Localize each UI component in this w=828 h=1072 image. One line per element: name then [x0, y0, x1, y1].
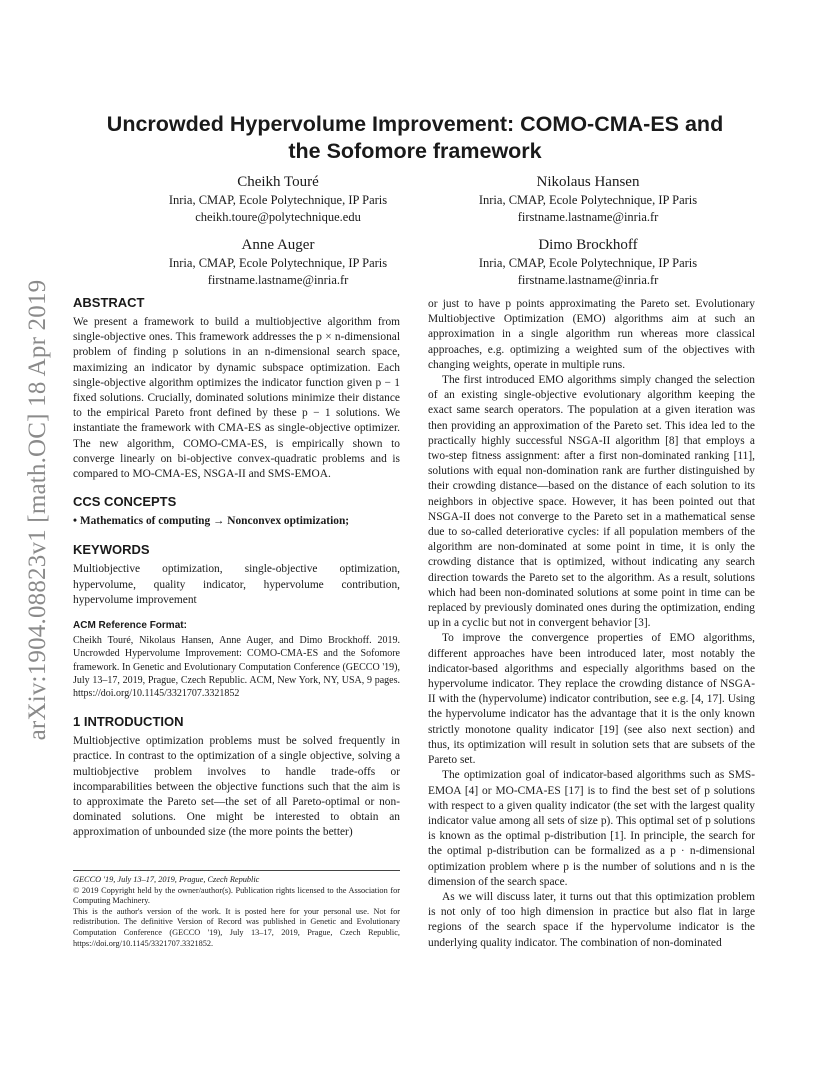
left-column — [73, 294, 400, 841]
footnote-conference: GECCO '19, July 13–17, 2019, Prague, Czech Republic — [73, 875, 260, 884]
body-paragraph: As we will discuss later, it turns out that this optimization problem is not only of too high dimension in practice but also flat in large regions of the search space if the hypervolume indicator is the underlying quality indicator. The combination of non-dominated — [428, 890, 755, 949]
author-block — [418, 235, 758, 288]
title-line-1: Uncrowded Hypervolume Improvement: COMO-CMA-ES and — [106, 112, 724, 136]
author-email: firstname.lastname@inria.fr — [517, 272, 659, 287]
author-name: Nikolaus Hansen — [536, 174, 640, 190]
body-paragraph: The optimization goal of indicator-based algorithms such as SMS-EMOA [4] or MO-CMA-ES [17] is to find the best set of p solutions with respect to a given quality indicator (the set with the largest quality indicator value among all sets of size p). This optimal set of p solutions is known as the optimal p-distribution [1]. In principle, the search for the optimal p-distribution can be formalized as a p · n-dimensional optimization problem where p is the number of solutions and n is the dimension of the search space. — [428, 769, 755, 888]
body-paragraph: To improve the convergence properties of EMO algorithms, different approaches have been introduced later, most notably the indicator-based algorithms and especially algorithms based on the hypervolume indicator. They replace the crowding distance of NSGA-II with the (hypervolume) indicator contribution, see e.g. [4, 17]. Using the hypervolume indicator has the advantage that it is the only known strictly monotone quality indicator [19] (see also next section) and thus, its optimization will result in solution sets that are subsets of the Pareto set. — [428, 632, 755, 767]
reference-heading: ACM Reference Format: — [73, 620, 187, 632]
footnote-copyright: © 2019 Copyright held by the owner/author(s). Publication rights licensed to the Association for Computing Machinery. — [73, 885, 400, 906]
author-affiliation: Inria, CMAP, Ecole Polytechnique, IP Paris — [168, 193, 388, 207]
author-block — [418, 172, 758, 225]
abstract-heading: ABSTRACT — [73, 295, 145, 310]
ccs-text: • Mathematics of computing → Nonconvex optimization; — [73, 515, 350, 528]
keywords-heading: KEYWORDS — [73, 542, 150, 558]
footnote-version: This is the author's version of the work. It is posted here for your personal use. Not for redistribution. The definitive Version of Record was published in Genetic and Evolutionary Computation Conference (GECCO '19), July 13–17, 2019, Prague, Czech Republic, https://doi.org/10.1145/3321707.3321852. — [73, 906, 400, 948]
author-email: cheikh.toure@polytechnique.edu — [195, 209, 361, 224]
author-email: firstname.lastname@inria.fr — [207, 272, 349, 287]
keywords-text: Multiobjective optimization, single-objective optimization, hypervolume, quality indicator, hypervolume contribution, hypervolume improvement — [73, 563, 400, 606]
author-name: Dimo Brockhoff — [538, 237, 638, 253]
body-paragraph: The first introduced EMO algorithms simply changed the selection of an existing single-objective evolutionary algorithm keeping the exact same search operators. The population at a given iteration was then providing an approximation of the Pareto set. This idea led to the practically highly successful NSGA-II algorithm [8] that employs a two-step fitness assignment: after a first non-dominated ranking [11], solutions with equal non-domination rank are further distinguished by their crowding distance—based on the distance of each solution to its neighbors in objective space. However, it has been pointed out that NSGA-II does not converge to the Pareto set in a mathematical sense due to so-called deteriorative cycles: if all population members of the algorithm are non-dominated at some point in time, it is only the crowding distance that is optimized, without indicating any search direction towards the Pareto set to the algorithm. As a result, solutions which had been non-dominated solutions at some point in time can be replaced by previously dominated ones during the optimization, ending up in a cyclic but not in convergent behavior [3]. — [428, 374, 755, 630]
right-column — [428, 297, 755, 951]
body-paragraph: or just to have p points approximating the Pareto set. Evolutionary Multiobjective Optimization (EMO) algorithms aim at such an approximation in a single algorithm run whereas more classical approaches, e.g. optimizing a weighted sum of the objectives with changing weights, operate in multiple runs. — [428, 298, 755, 371]
author-block — [108, 172, 448, 225]
author-email: firstname.lastname@inria.fr — [517, 209, 659, 224]
title-line-2: the Sofomore framework — [288, 139, 542, 163]
author-name: Cheikh Touré — [237, 174, 319, 190]
arxiv-identifier: arXiv:1904.08823v1 [math.OC] 18 Apr 2019 — [24, 279, 51, 741]
intro-heading: 1 INTRODUCTION — [73, 714, 184, 730]
reference-text: Cheikh Touré, Nikolaus Hansen, Anne Auger, and Dimo Brockhoff. 2019. Uncrowded Hypervolume Improvement: COMO-CMA-ES and the Sofomore framework. In Genetic and Evolutionary Computation Conference (GECCO '19), July 13–17, 2019, Prague, Czech Republic. ACM, New York, NY, USA, 9 pages. https://doi.org/10.1145/3321707.3321852 — [73, 635, 400, 700]
paper-title — [70, 111, 760, 165]
footnote — [73, 875, 400, 949]
author-block — [108, 235, 448, 288]
author-name: Anne Auger — [241, 237, 315, 253]
author-affiliation: Inria, CMAP, Ecole Polytechnique, IP Paris — [478, 256, 698, 270]
intro-text: Multiobjective optimization problems must be solved frequently in practice. In contrast to the optimization of a single objective, solving a multiobjective problem involves to handle trade-offs or incomparabilities between the objective functions such that the aim is to approximate the Pareto set—the set of all Pareto-optimal or non-dominated solutions. One might be interested to obtain an approximation of unbounded size (the more points the better) — [73, 735, 400, 839]
ccs-heading: CCS CONCEPTS — [73, 494, 177, 510]
author-affiliation: Inria, CMAP, Ecole Polytechnique, IP Paris — [478, 193, 698, 207]
abstract-text: We present a framework to build a multiobjective algorithm from single-objective ones. This framework addresses the p × n-dimensional problem of finding p solutions in an n-dimensional search space, maximizing an indicator by dynamic subspace optimization. Each single-objective algorithm optimizes the indicator function given p − 1 fixed solutions. Crucially, dominated solutions minimize their distance to the empirical Pareto front defined by these p − 1 solutions. We instantiate the framework with CMA-ES as single-objective optimizer. The new algorithm, COMO-CMA-ES, is empirically shown to converge linearly on bi-objective convex-quadratic problems and is compared to MO-CMA-ES, NSGA-II and SMS-EMOA. — [73, 316, 400, 481]
author-affiliation: Inria, CMAP, Ecole Polytechnique, IP Paris — [168, 256, 388, 270]
footnote-rule — [73, 870, 400, 871]
